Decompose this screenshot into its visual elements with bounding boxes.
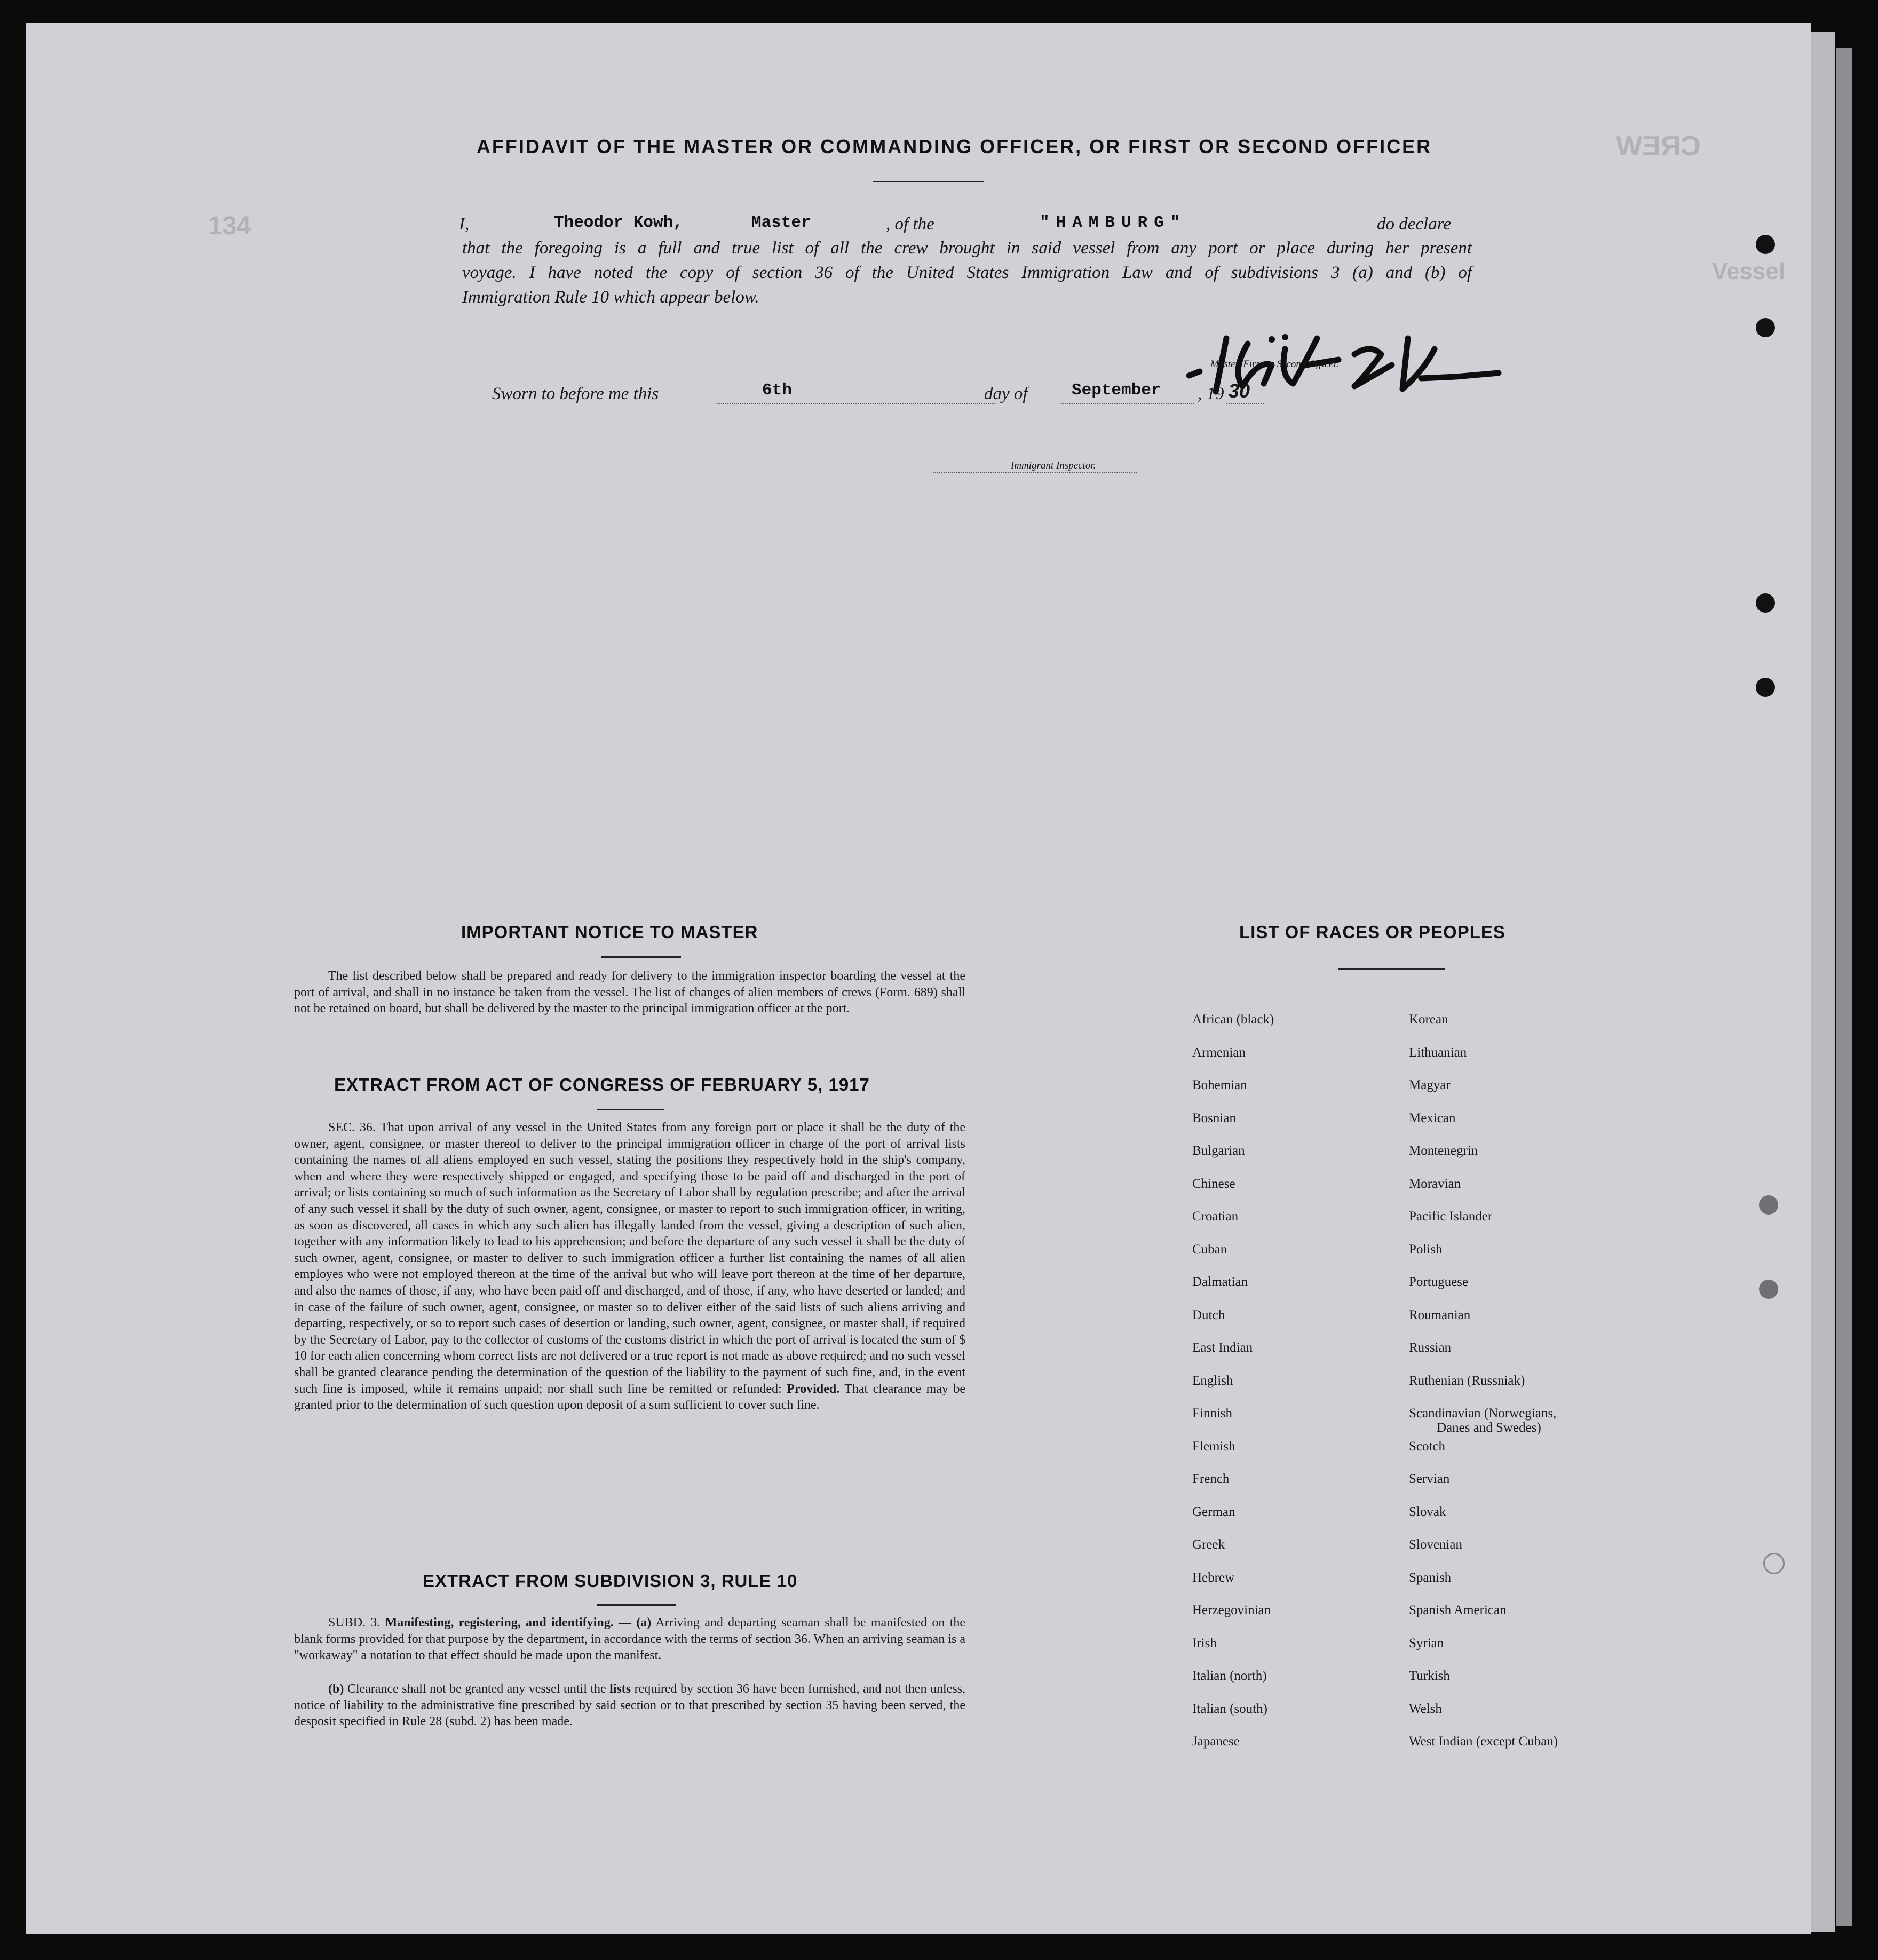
race-item: East Indian — [1192, 1340, 1253, 1355]
bleed-through-vessel: Vessel — [1712, 258, 1786, 284]
para-b-lists: lists — [609, 1682, 631, 1696]
punch-hole — [1756, 593, 1775, 613]
race-item — [1409, 1331, 1558, 1364]
race-item — [1409, 1528, 1558, 1561]
year-suffix: 30 — [1229, 380, 1250, 402]
race-item-label: Servian — [1409, 1472, 1450, 1486]
race-item: Italian (north) — [1192, 1669, 1267, 1683]
do-declare-label: do declare — [1377, 215, 1451, 234]
race-item-label: West Indian (except Cuban) — [1409, 1734, 1558, 1749]
race-item-label: Roumanian — [1409, 1307, 1471, 1322]
race-item — [1409, 1496, 1558, 1529]
notice-title-rule — [601, 956, 681, 958]
race-item — [1409, 1102, 1558, 1135]
race-item-label: Korean — [1409, 1012, 1448, 1027]
affidavit-line-3: voyage. I have noted the copy of section 36 of the United States Immigration Law and of subdivisions 3 (a) and (b) of — [462, 263, 1472, 282]
race-item: Japanese — [1192, 1734, 1240, 1749]
race-item-label: Magyar — [1409, 1078, 1451, 1092]
act-text-main: SEC. 36. That upon arrival of any vessel in the United States from any foreign port or place it shall be the duty of the owner, agent, consignee, or master thereof to deliver to the principal immigration officer in charge of the port of arrival lists containing the names of all aliens employed en such vessel, stating the positions they respectively hold in the ship's company, when and where they were respectively shipped or engaged, and specifying those to be paid off and discharged in the port of arrival; or lists containing so much of such information as the Secretary of Labor shall by regulation prescribe; and after the arrival of any such vessel it shall by the duty of such owner, agent, consignee, or master to report to such immigration officer, in writing, as soon as discovered, all cases in which any such alien has illegally landed from the vessel, giving a description of such alien, together with any information likely to lead to his apprehension; and before the departure of any such vessel it shall be the duty of such owner, agent, consignee, or master to deliver to such immigration officer a further list containing the names of all alien employes who were not employed thereon at the time of the arrival but who will leave port thereon at the time of her departure, and also the names of those, if any, who have been paid off and discharged, and of those, if any, who have deserted or landed; and in case of the failure of such owner, agent, consignee, or master so to deliver either of the said lists of such aliens arriving and departing, respectively, or so to report such cases of desertion or landing, such owner, agent, consignee, or master shall, if required by the Secretary of Labor, pay to the collector of customs of the customs district in which the port of arrival is located the sum of $ 10 for each alien concerning whom correct lists are not delivered or a true report is not made as above required; and no such vessel shall be granted clearance pending the determination of the question of the liability to the payment of such fine, and, in the event such fine is imposed, while it remains unpaid; nor shall such fine be remitted or refunded: — [294, 1121, 965, 1396]
inspector-signature-line — [933, 472, 1137, 473]
race-item — [1409, 1693, 1558, 1726]
race-item: Dalmatian — [1192, 1275, 1248, 1289]
race-item: Greek — [1192, 1537, 1225, 1552]
year-line — [1226, 403, 1264, 404]
para-a-marker: — (a) — [619, 1616, 652, 1630]
sworn-day: 6th — [762, 381, 792, 400]
race-item-label: Turkish — [1409, 1669, 1450, 1683]
race-item-label: Spanish American — [1409, 1603, 1507, 1617]
punch-hole — [1759, 1280, 1778, 1299]
sworn-month: September — [1072, 381, 1161, 400]
races-title-rule — [1338, 968, 1445, 970]
race-item — [1409, 1594, 1558, 1627]
race-item-label: Lithuanian — [1409, 1045, 1467, 1060]
race-item-label: Slovenian — [1409, 1537, 1462, 1552]
race-item: Herzegovinian — [1192, 1603, 1271, 1617]
race-item — [1409, 1397, 1558, 1435]
race-item-label: Portuguese — [1409, 1275, 1469, 1289]
affidavit-line-2: that the foregoing is a full and true list of all the crew brought in said vessel from any port or place during her present — [462, 239, 1472, 258]
of-the-label: , of the — [886, 215, 934, 234]
punch-hole — [1759, 1195, 1778, 1215]
race-item-label: Russian — [1409, 1340, 1452, 1355]
race-item-label: Slovak — [1409, 1504, 1446, 1519]
act-text-end: That clearance may be granted prior to the determination of such question upon deposit of a sum sufficient to cover such fine. — [294, 1382, 966, 1413]
race-item — [1409, 1003, 1558, 1036]
race-item: Bosnian — [1192, 1110, 1236, 1125]
race-item-label: Montenegrin — [1409, 1144, 1478, 1158]
race-item: Finnish — [1192, 1406, 1233, 1421]
affidavit-title: AFFIDAVIT OF THE MASTER OR COMMANDING OFFICER, OR FIRST OR SECOND OFFICER — [476, 136, 1432, 157]
manifest-page — [26, 23, 1811, 1934]
race-item — [1409, 1299, 1558, 1332]
margin-mark: 134 — [208, 212, 251, 240]
race-item-label: Scotch — [1409, 1439, 1446, 1454]
punch-hole — [1756, 235, 1775, 254]
affidavit-title-rule — [873, 181, 984, 182]
race-item: French — [1192, 1472, 1230, 1486]
sworn-month-line — [1061, 403, 1194, 404]
subd-heading: Manifesting, registering, and identifying. — [385, 1616, 614, 1630]
race-item — [1409, 1463, 1558, 1496]
para-b-text-1: Clearance shall not be granted any vessel until the — [347, 1682, 606, 1696]
act-extract-title: EXTRACT FROM ACT OF CONGRESS OF FEBRUARY 5, 1917 — [334, 1075, 870, 1094]
sworn-label: Sworn to before me this — [492, 384, 659, 403]
race-item-label: Pacific Islander — [1409, 1209, 1493, 1224]
race-item-label: Welsh — [1409, 1701, 1442, 1716]
affidavit-line-4: Immigration Rule 10 which appear below. — [462, 288, 759, 307]
race-item: Cuban — [1192, 1242, 1227, 1257]
race-item: Hebrew — [1192, 1570, 1235, 1585]
para-a-text: Arriving and departing seaman shall be manifested on the blank forms provided for that purpose by the department, in accordance with the terms of section 36. When an arriving seaman is a "workaway" a notation to that effect should be made upon the manifest. — [294, 1616, 966, 1663]
subd-label: SUBD. 3. — [328, 1616, 381, 1630]
punch-hole — [1756, 678, 1775, 697]
binding-strip — [1811, 32, 1835, 1932]
para-b-text-2: required by section 36 have been furnished, and not then unless, notice of liability to the administrative fine prescribed by said section or to that prescribed by section 35 having been served, the desposit specified in Rule 28 (subd. 2) has been made. — [294, 1682, 966, 1729]
rule-para-b — [294, 1681, 965, 1730]
inspector-caption: Immigrant Inspector. — [1011, 460, 1096, 471]
races-right-column — [1409, 1003, 1558, 1758]
race-item: Croatian — [1192, 1209, 1239, 1224]
bleed-through-crew: CREW — [1616, 131, 1701, 162]
race-item: English — [1192, 1373, 1233, 1388]
race-item: Chinese — [1192, 1176, 1235, 1191]
race-item — [1409, 1364, 1558, 1398]
race-item-label: Mexican — [1409, 1110, 1456, 1125]
races-left-column — [1192, 1003, 1274, 1758]
race-item-label: Scandinavian (Norwegians, — [1409, 1406, 1557, 1421]
race-item-label: Moravian — [1409, 1176, 1461, 1191]
notice-title: IMPORTANT NOTICE TO MASTER — [461, 922, 758, 942]
act-extract-rule — [597, 1109, 664, 1110]
race-item — [1409, 1036, 1558, 1069]
race-item: Armenian — [1192, 1045, 1246, 1060]
rule-para-a — [294, 1615, 965, 1664]
act-text-provided: Provided. — [787, 1382, 840, 1396]
race-item — [1409, 1134, 1558, 1168]
race-item: Dutch — [1192, 1307, 1225, 1322]
vessel-name: "HAMBURG" — [1040, 213, 1187, 232]
signature-caption: Master, First or Second Officer. — [1210, 359, 1339, 370]
notice-text: The list described below shall be prepared and ready for delivery to the immigration inspector boarding the vessel at the port of arrival, and shall in no instance be taken from the vessel. The list of changes of alien members of crews (Form. 689) shall not be retained on board, but shall be delivered by the master to the principal immigration officer at the port. — [294, 969, 965, 1016]
race-item — [1409, 1168, 1558, 1201]
race-item — [1409, 1660, 1558, 1693]
race-item-label: Polish — [1409, 1242, 1443, 1257]
act-extract-text — [294, 1120, 965, 1414]
race-item-label: Ruthenian (Russniak) — [1409, 1373, 1525, 1388]
race-item-label: Spanish — [1409, 1570, 1452, 1585]
race-item: Flemish — [1192, 1439, 1235, 1454]
race-item — [1409, 1069, 1558, 1102]
affiant-name: Theodor Kowh, — [554, 213, 683, 232]
sworn-day-line — [717, 403, 995, 404]
day-of-label: day of — [984, 384, 1028, 403]
race-item-label: Syrian — [1409, 1636, 1444, 1650]
race-item — [1409, 1561, 1558, 1594]
race-item: African (black) — [1192, 1012, 1274, 1027]
race-item: Bohemian — [1192, 1078, 1247, 1092]
race-item — [1409, 1233, 1558, 1266]
affidavit-pronoun: I, — [459, 215, 470, 234]
rule-extract-rule — [597, 1604, 676, 1606]
race-item: Irish — [1192, 1636, 1217, 1650]
race-item: Italian (south) — [1192, 1701, 1267, 1716]
race-item — [1409, 1627, 1558, 1660]
race-item — [1409, 1200, 1558, 1233]
race-item — [1409, 1725, 1558, 1758]
races-title: LIST OF RACES OR PEOPLES — [1239, 922, 1505, 942]
affiant-rank: Master — [751, 213, 811, 232]
rule-extract-title: EXTRACT FROM SUBDIVISION 3, RULE 10 — [423, 1571, 798, 1591]
race-item — [1409, 1266, 1558, 1299]
punch-hole-outline — [1763, 1553, 1785, 1574]
punch-hole — [1756, 318, 1775, 337]
year-prefix: , 19 — [1198, 384, 1224, 403]
race-item-continuation: Danes and Swedes) — [1437, 1420, 1541, 1435]
binding-edge — [1836, 48, 1852, 1926]
race-item: German — [1192, 1504, 1235, 1519]
para-b-marker: (b) — [328, 1682, 344, 1696]
race-item: Bulgarian — [1192, 1144, 1245, 1158]
